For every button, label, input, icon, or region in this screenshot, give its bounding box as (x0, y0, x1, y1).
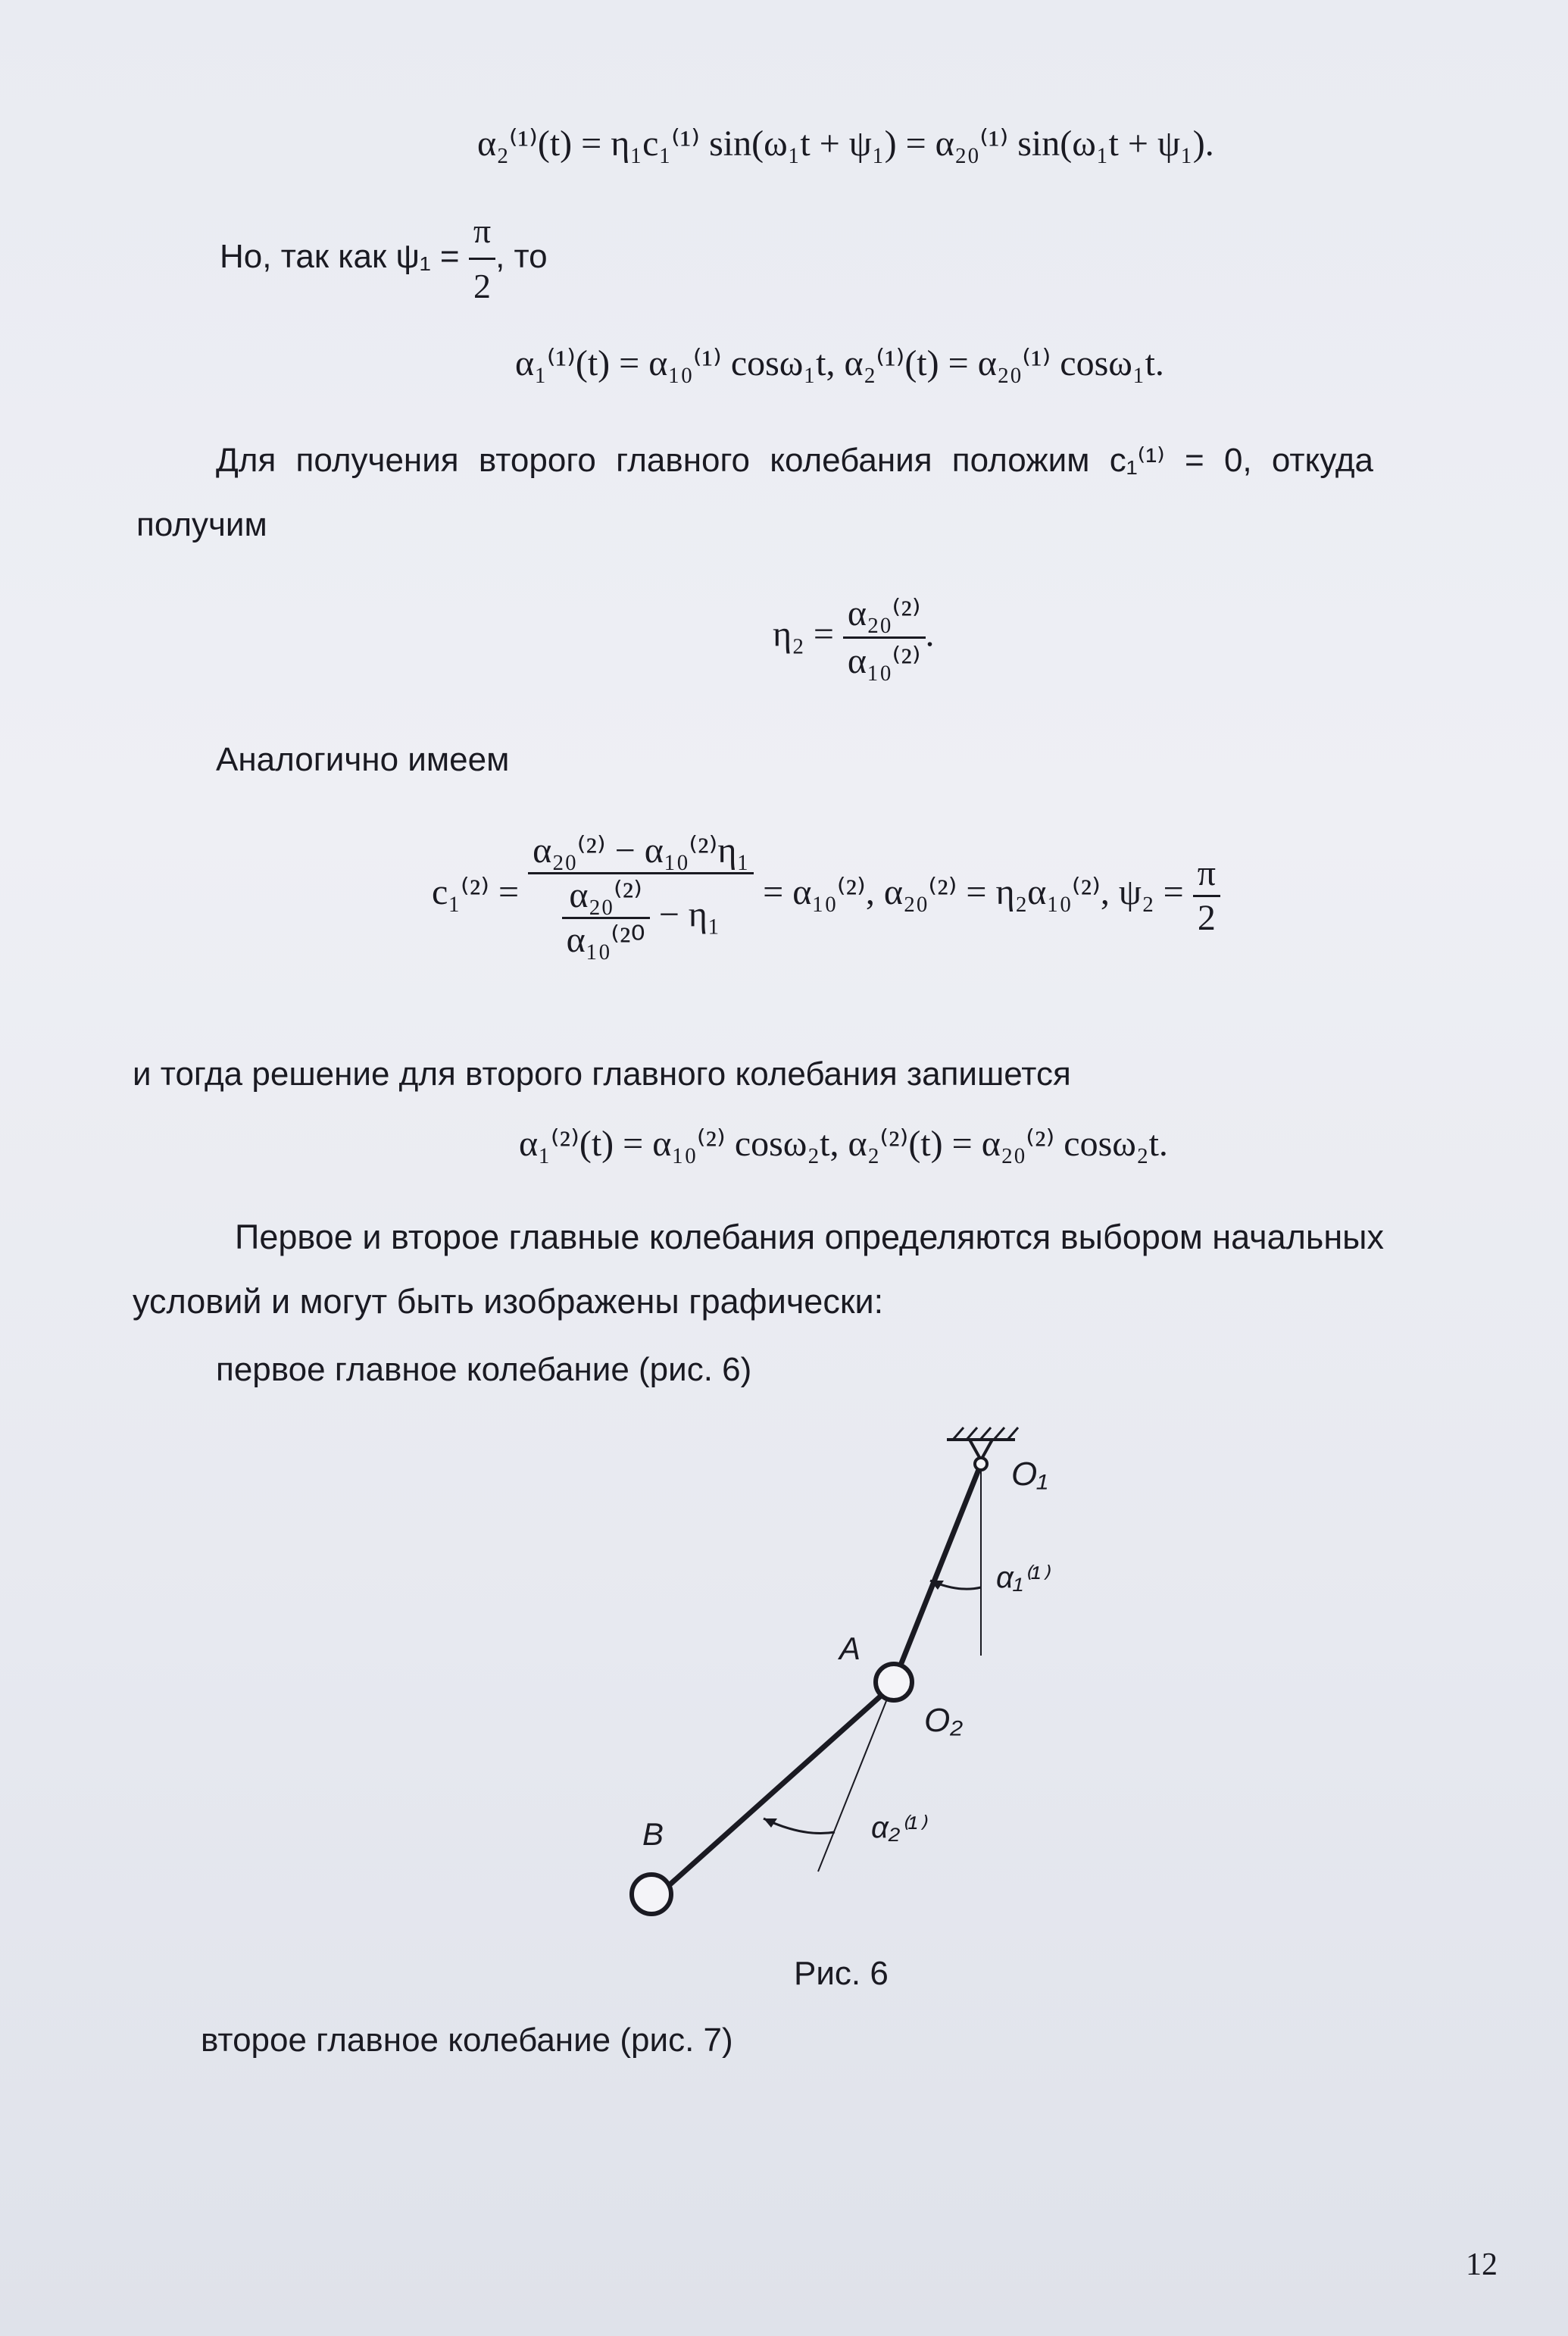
formula-eta2: η₂ = $\frac{\text{α₂₀⁽²⁾}}{\text{α₁₀⁽²⁾}}$ . (773, 591, 935, 684)
label-o2: O₂ (924, 1702, 964, 1739)
text-first-mode-fig: первое главное колебание (рис. 6) (216, 1351, 752, 1388)
label-o1: O₁ (1011, 1456, 1048, 1493)
text-second-mode-fig: второе главное колебание (рис. 7) (201, 2022, 733, 2059)
fraction-pi-over-2: $\frac{\pi}{2}$ (469, 205, 495, 313)
text-second-mode-intro: Для получения второго главного колебания положим c₁⁽¹⁾ = 0, откуда (216, 442, 1373, 479)
text-we-get: получим (136, 506, 267, 543)
label-a: A (839, 1631, 861, 1666)
formula-second-mode-solution: α₁⁽²⁾(t) = α₁₀⁽²⁾ cosω₂t, α₂⁽²⁾(t) = α₂₀⁽²⁾ cosω₂t. (519, 1124, 1168, 1164)
pivot-o1 (975, 1458, 987, 1470)
figure-6-caption: Рис. 6 (794, 1955, 889, 1992)
mass-b (632, 1875, 671, 1914)
joint-a-o2 (876, 1664, 912, 1700)
page-number: 12 (1466, 2247, 1498, 2282)
text-modes-defined: Первое и второе главные колебания определяются выбором начальных (235, 1218, 1385, 1256)
fraction-eta2: $\frac{\text{α₂₀⁽²⁾}}{\text{α₁₀⁽²⁾}}$ (843, 591, 926, 684)
formula-alpha2-1: α₂⁽¹⁾(t) = η₁c₁⁽¹⁾ sin(ω₁t + ψ₁) = α₂₀⁽¹⁾ sin(ω₁t + ψ₁). (477, 124, 1214, 164)
label-alpha1: α₁⁽¹⁾ (996, 1561, 1048, 1594)
label-b: B (642, 1816, 664, 1852)
rod-o1-a (894, 1464, 981, 1682)
label-alpha2: α₂⁽¹⁾ (871, 1811, 926, 1844)
fraction-psi2: $\frac{\pi}{2}$ (1193, 852, 1220, 940)
fraction-inner: $\frac{\text{α₂₀⁽²⁾}}{\text{α₁₀⁽²⁰}}$ (562, 874, 650, 962)
rod-a-b (659, 1690, 888, 1894)
text-psi-condition: Но, так как ψ₁ = $\frac{\pi}{2}$ , то (220, 205, 548, 313)
figure-6-double-pendulum (591, 1417, 1121, 1947)
text-then-solution: и тогда решение для второго главного колебания запишется (133, 1055, 1071, 1093)
formula-first-mode-solution: α₁⁽¹⁾(t) = α₁₀⁽¹⁾ cosω₁t, α₂⁽¹⁾(t) = α₂₀⁽¹⁾ cosω₁t. (515, 343, 1164, 383)
fraction-c1-2: α₂₀⁽²⁾ − α₁₀⁽²⁾η₁ $\frac{\text{α₂₀⁽²⁾}}{\text{α₁₀⁽²⁰}}$ − η₁ (528, 830, 754, 962)
formula-c1-2: c₁⁽²⁾ = α₂₀⁽²⁾ − α₁₀⁽²⁾η₁ $\frac{\text{α₂₀⁽²⁾}}{\text{α₁₀⁽²⁰}}$ − η₁ = α₁₀⁽²⁾, α₂₀⁽²⁾ = η₂α₁₀⁽²⁾, ψ₂ = $\frac{\pi}{2}$ (432, 830, 1220, 962)
ceiling-hatch (953, 1428, 1018, 1440)
text-graphically: условий и могут быть изображены графически: (133, 1282, 884, 1321)
text-similarly: Аналогично имеем (216, 741, 510, 778)
